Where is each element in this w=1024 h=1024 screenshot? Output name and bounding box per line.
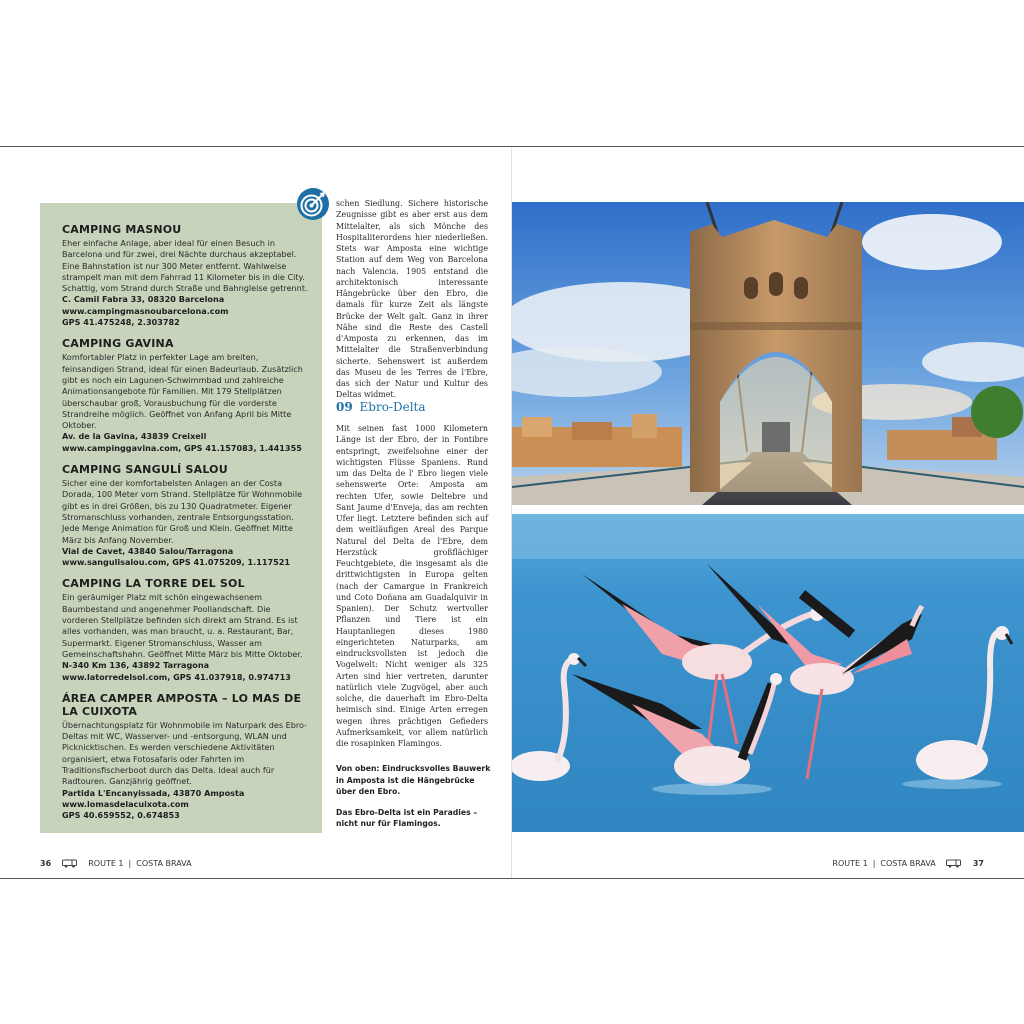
campsite-name: CAMPING SANGULÍ SALOU [62, 463, 228, 477]
photo-flamingos [512, 514, 1024, 832]
campsite-name: CAMPING GAVINA [62, 337, 174, 351]
campsite-gps: GPS 41.475248, 2.303782 [62, 317, 180, 328]
campsite-address: Vial de Cavet, 43840 Salou/Tarragona [62, 545, 234, 556]
campsite-entry [62, 223, 308, 328]
campsite-name: CAMPING LA TORRE DEL SOL [62, 577, 245, 591]
campsite-description: Ein geräumiger Platz mit schön eingewachsenem Baumbestand und angenehmer Poollandschaft. Die vorderen Stellplätze befinden sich direkt am Strand. Es ist alles vorhanden, was man braucht, u. a. Restaurant, Bar, Supermarkt. Eigener Stromanschluss, Wasser am Gemeinschaftshahn. Geöffnet Mitte März bis Mitte Oktober. [62, 592, 303, 659]
campsite-description: Sicher eine der komfortabelsten Anlagen an der Costa Dorada, 100 Meter vom Strand. Stellplätze für Wohnmobile gibt es in drei Größen, bis zu 130 Quadratmeter. Eigener Stromanschluss vorhanden, zentrale Entsorgungsstation. Jede Menge Animation für Groß und Klein. Geöffnet Mitte März bis Anfang November. [62, 478, 303, 545]
campsite-website: www.latorredelsol.com, GPS 41.037918, 0.974713 [62, 671, 291, 682]
body-text-column: schen Siedlung. Sichere historische Zeugnisse gibt es aber erst aus dem Mittelalter, als sich Mönche des Hospitaliterordens hier niederließen. Stets war Amposta eine wichtige Station auf dem Weg von Barcelona nach Valencia. 1905 entstand die architektonisch interessante Hängebrücke über den Ebro, die damals für kurze Zeit als längste Brücke der Welt galt. Ganz in ihrer Nähe sind die Reste des Castell d'Amposta zu erkennen, das im Mittelalter die Straßenverbindung sicherte. Sehenswert ist außerdem das Museu de les Terres de l'Ebre, das sich der Natur und Kultur des Deltas widmet. [336, 199, 488, 400]
campsite-address: Partida L'Encanyissada, 43870 Amposta [62, 787, 245, 798]
campsite-description: Komfortabler Platz in perfekter Lage am breiten, feinsandigen Strand, ideal für einen Badeurlaub. Zusätzlich gibt es noch ein Lagunen-Schwimmbad und zahlreiche Animationsangebote für Familien. Mit 179 Stellplätzen überschaubar groß, Vorausbuchung für die vorderste Strandreihe möglich. Geöffnet von Anfang April bis Mitte Oktober. [62, 352, 303, 431]
campsite-website: www.campingmasnoubarcelona.com [62, 305, 229, 316]
route-label: ROUTE 1 [832, 859, 868, 868]
campsite-entry [62, 692, 308, 822]
camping-info-box [40, 203, 322, 833]
campsite-description: Übernachtungsplatz für Wohnmobile im Naturpark des Ebro-Deltas mit WC, Wasserver- und -entsorgung, WLAN und Picknicktischen. Es werden verschiedene Aktivitäten organisiert, etwa Fotosafaris oder Fahrten im Traditionsfischerboot durch das Delta. Ideal auch für Radtouren. Ganzjährig geöffnet. [62, 719, 308, 787]
campsite-address: Av. de la Gavina, 43839 Creixell [62, 431, 207, 442]
campsite-name: CAMPING MASNOU [62, 223, 182, 236]
page-number: 37 [972, 859, 984, 868]
campsite-address: C. Camil Fabra 33, 08320 Barcelona [62, 294, 225, 305]
route-label: ROUTE 1 [88, 859, 124, 868]
target-icon [296, 187, 330, 221]
photo-amposta-bridge [512, 202, 1024, 505]
campsite-address: N-340 Km 136, 43892 Tarragona [62, 660, 210, 671]
footer-right: ROUTE 1 | COSTA BRAVA 37 [832, 859, 984, 868]
body-text-column: Mit seinen fast 1000 Kilometern Länge ist der Ebro, der in Fontibre entspringt, zweifelsohne einer der wichtigsten Flüsse Spaniens. Rund um das Delta de l' Ebro liegen viele sehenswerte Orte: Amposta am rechten Ufer, sowie Deltebre und Sant Jaume d'Enveja, das am rechten Ufer liegt. Letztere befinden sich auf dem weitläufigen Areal des Parque Natural del Delta de l'Ebre, dem Herzstück großflächiger Feuchtgebiete, die insgesamt als die drittwichtigsten in Europa gelten (nach der Camargue in Frankreich und Coto Doñana am Guadalquivir in Spanien). Der Schutz wertvoller Pflanzen und Tiere ist ein Hauptanliegen dieses 1980 eingerichteten Naturparks, am eindrucksvollsten ist jedoch die Vogelwelt: Nicht weniger als 325 Arten sind hier vertreten, darunter natürlich viele Zugvögel, aber auch solche, die dauerhaft im Ebro-Delta heimisch sind. Einige Arten erregen wegen ihres prächtigen Gefieders Aufmerksamkeit, vor allem natürlich die rosapinken Flamingos. [336, 424, 488, 748]
region-label: COSTA BRAVA [136, 859, 192, 868]
campsite-description: Eher einfache Anlage, aber ideal für einen Besuch in Barcelona und für zwei, drei Nächte durchaus akzeptabel. Eine Bahnstation ist nur 300 Meter entfernt. Wahlweise strampelt man mit dem Fahrrad 11 Kilometer bis in die City. Schattig, vom Strand durch Straße und Bahngleise getrennt. [62, 238, 308, 294]
footer-left: 36 ROUTE 1 | COSTA BRAVA [40, 859, 192, 868]
page-number: 36 [40, 859, 52, 868]
photo-captions [336, 763, 496, 839]
campsite-entry [62, 337, 308, 454]
section-title: Ebro-Delta [359, 400, 426, 414]
campsite-website: www.campinggavina.com, GPS 41.157083, 1.441355 [62, 442, 302, 453]
camper-van-icon [62, 859, 78, 868]
campsite-entry [62, 463, 308, 568]
book-spread [0, 146, 1024, 879]
section-heading [336, 400, 426, 414]
campsite-gps: GPS 40.659552, 0.674853 [62, 810, 180, 821]
campsite-website: www.sangulisalou.com, GPS 41.075209, 1.117521 [62, 557, 291, 568]
campsite-name: ÁREA CAMPER AMPOSTA – LO MAS DE LA CUIXOTA [62, 691, 302, 718]
section-number: 09 [336, 400, 353, 414]
campsite-entry [62, 577, 308, 682]
caption-bridge: Von oben: Eindrucksvolles Bauwerk in Amposta ist die Hängebrücke über den Ebro. [336, 764, 491, 796]
campsite-website: www.lomasdelacuixota.com [62, 798, 189, 809]
region-label: COSTA BRAVA [880, 859, 936, 868]
caption-flamingos: Das Ebro-Delta ist ein Paradies – nicht nur für Flamingos. [336, 807, 478, 828]
camper-van-icon [946, 859, 962, 868]
